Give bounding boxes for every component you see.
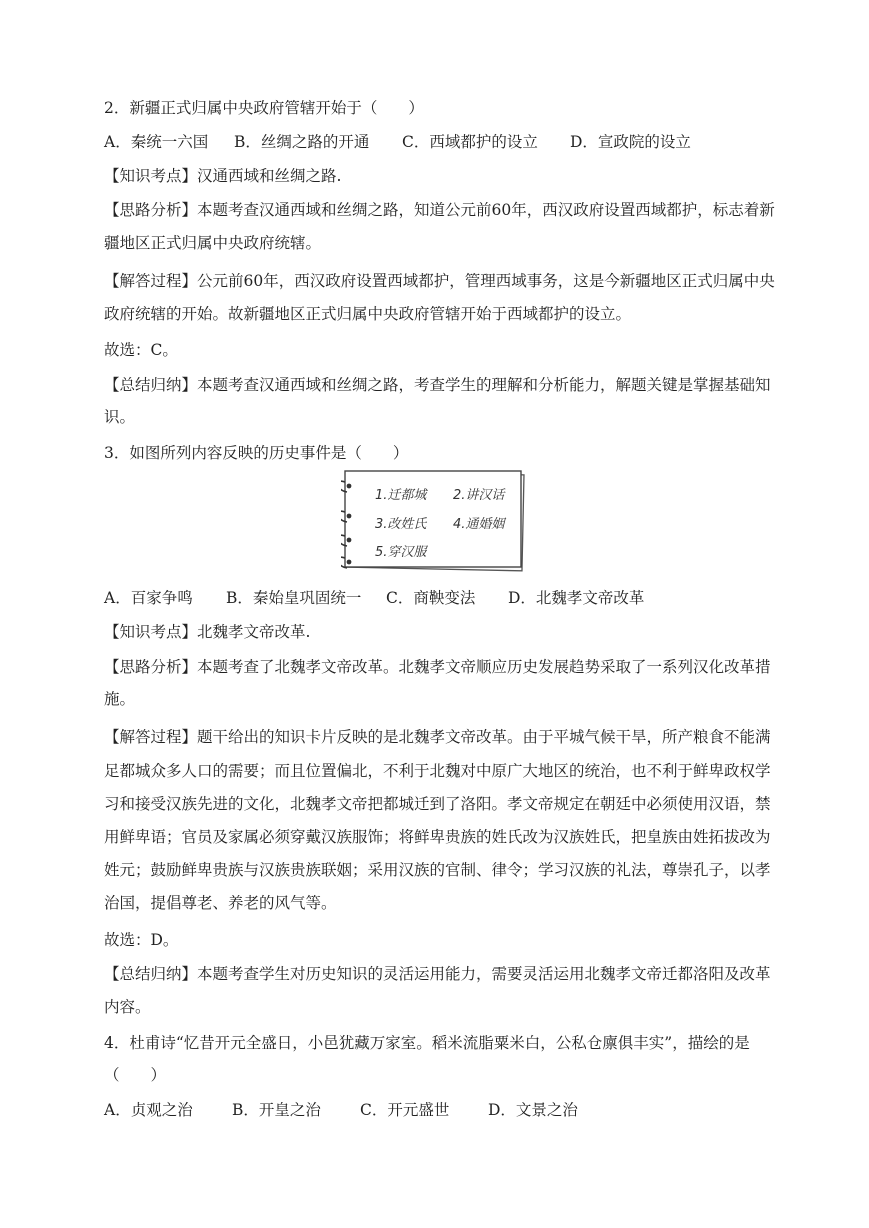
card-item: 5.穿汉服 — [375, 545, 427, 560]
q2-knowledge-point: 【知识考点】汉通西域和丝绸之路. — [104, 167, 342, 185]
q2-summary-line: 【总结归纳】本题考查汉通西域和丝绸之路，考查学生的理解和分析能力，解题关键是掌握基础知 — [104, 376, 771, 394]
q3-process-line: 习和接受汉族先进的文化，北魏孝文帝把都城迁到了洛阳。孝文帝规定在朝廷中必须使用汉语，禁 — [104, 795, 771, 813]
q3-summary-line: 内容。 — [104, 998, 151, 1016]
q2-stem: 2．新疆正式归属中央政府管辖开始于（ ） — [104, 99, 424, 117]
q2-options — [104, 131, 691, 153]
card-item: 2.讲汉话 — [453, 488, 505, 503]
q3-process-line: 姓元；鼓励鲜卑贵族与汉族贵族联姻；采用汉族的官制、律令；学习汉族的礼法，尊崇孔子，以孝 — [104, 861, 771, 879]
q4-stem-line: （ ） — [104, 1066, 167, 1084]
q3-options — [104, 587, 644, 609]
q3-process-line: 【解答过程】题干给出的知识卡片反映的是北魏孝文帝改革。由于平城气候干旱，所产粮食不能满 — [104, 728, 771, 746]
q3-knowledge-point: 【知识考点】北魏孝文帝改革. — [104, 623, 311, 641]
q2-analysis-line: 疆地区正式归属中央政府统辖。 — [104, 234, 322, 252]
q2-process-line: 政府统辖的开始。故新疆地区正式归属中央政府管辖开始于西域都护的设立。 — [104, 305, 632, 323]
q4-option-d: D．文景之治 — [488, 1101, 578, 1119]
q3-option-c: C．商鞅变法 — [386, 589, 476, 607]
q2-option-c: C．西域都护的设立 — [402, 133, 538, 151]
q3-process-line: 足都城众多人口的需要；而且位置偏北，不利于北魏对中原广大地区的统治，也不利于鲜卑政权学 — [104, 762, 771, 780]
q2-option-d: D．宣政院的设立 — [570, 133, 691, 151]
q4-option-a: A．贞观之治 — [104, 1101, 193, 1119]
q2-option-b: B．丝绸之路的开通 — [234, 133, 370, 151]
q3-process-line: 治国，提倡尊老、养老的风气等。 — [104, 894, 337, 912]
q3-analysis-line: 【思路分析】本题考查了北魏孝文帝改革。北魏孝文帝顺应历史发展趋势采取了一系列汉化改革措 — [104, 658, 771, 676]
q3-option-b: B．秦始皇巩固统一 — [226, 589, 362, 607]
q3-option-a: A．百家争鸣 — [104, 589, 193, 607]
card-item: 3.改姓氏 — [375, 517, 427, 532]
q2-option-a: A．秦统一六国 — [104, 133, 209, 151]
q4-options — [104, 1099, 578, 1121]
q2-analysis-line: 【思路分析】本题考查汉通西域和丝绸之路，知道公元前60年，西汉政府设置西域都护，标志着新 — [104, 201, 775, 219]
q4-option-c: C．开元盛世 — [360, 1101, 450, 1119]
q3-summary-line: 【总结归纳】本题考查学生对历史知识的灵活运用能力，需要灵活运用北魏孝文帝迁都洛阳及改革 — [104, 965, 771, 983]
knowledge-card-image — [341, 470, 527, 572]
q2-process-line: 【解答过程】公元前60年，西汉政府设置西域都护，管理西域事务，这是今新疆地区正式归属中央 — [104, 272, 775, 290]
card-item: 4.通婚姻 — [453, 517, 505, 532]
q2-answer: 故选：C。 — [104, 341, 178, 359]
q4-stem-line: 4．杜甫诗“忆昔开元全盛日，小邑犹藏万家室。稻米流脂粟米白，公私仓廪俱丰实”，描绘的是 — [104, 1034, 750, 1052]
q3-stem: 3．如图所列内容反映的历史事件是（ ） — [104, 444, 409, 462]
q3-option-d: D．北魏孝文帝改革 — [508, 589, 645, 607]
q2-summary-line: 识。 — [104, 408, 136, 426]
card-item: 1.迁都城 — [375, 488, 427, 503]
q3-analysis-line: 施。 — [104, 690, 136, 708]
q4-option-b: B．开皇之治 — [232, 1101, 321, 1119]
q3-process-line: 用鲜卑语；官员及家属必须穿戴汉族服饰；将鲜卑贵族的姓氏改为汉族姓氏，把皇族由姓拓拔改为 — [104, 828, 771, 846]
q3-answer: 故选：D。 — [104, 931, 179, 949]
